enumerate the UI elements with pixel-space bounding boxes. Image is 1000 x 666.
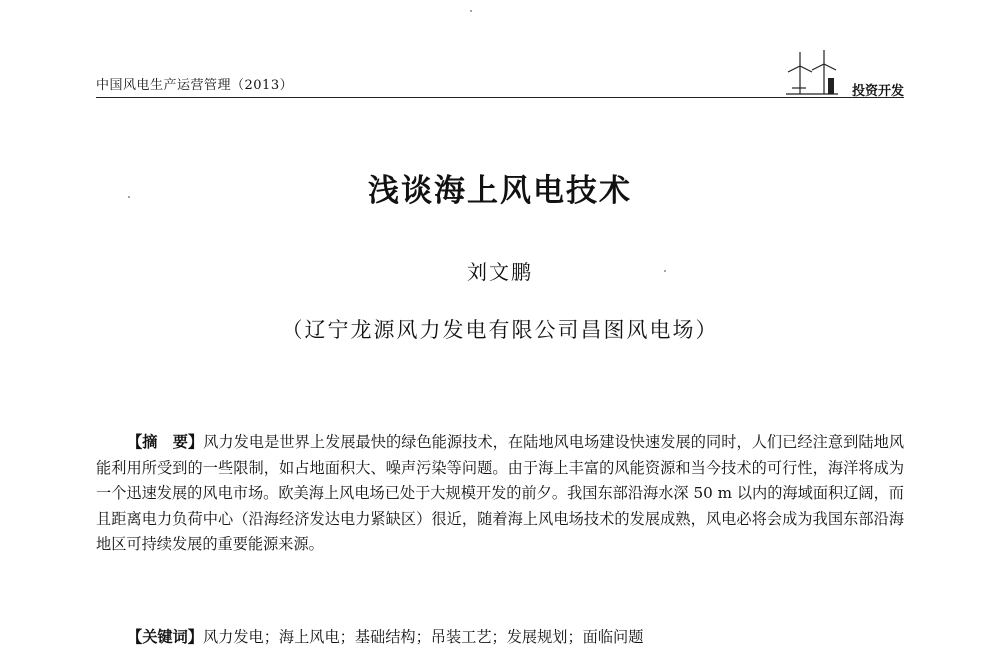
section-tag: 投资开发	[851, 84, 904, 99]
wind-turbine-icon	[784, 48, 840, 98]
running-head: 中国风电生产运营管理（2013）	[96, 78, 294, 93]
abstract-label: 【摘 要】	[127, 433, 204, 451]
keywords-text: 风力发电；海上风电；基础结构；吊装工艺；发展规划；面临问题	[202, 628, 644, 646]
article-title: 浅谈海上风电技术	[368, 173, 632, 209]
scan-speck	[470, 10, 472, 12]
scan-speck	[128, 196, 130, 198]
scan-speck	[664, 270, 666, 272]
keywords-label: 【关键词】	[127, 628, 203, 646]
abstract	[96, 430, 904, 558]
abstract-text: 风力发电是世界上发展最快的绿色能源技术，在陆地风电场建设快速发展的同时，人们已经注意到陆地风能利用所受到的一些限制，如占地面积大、噪声污染等问题。由于海上丰富的风能资源和当今技术的可行性，海洋将成为一个迅速发展的风电市场。欧美海上风电场已处于大规模开发的前夕。我国东部沿海水深 50 m 以内的海域面积辽阔，而且距离电力负荷中心（沿海经济发达电力紧缺区）很近，随着海上风电场技术的发展成熟，风电必将会成为我国东部沿海地区可持续发展的重要能源来源。	[96, 433, 905, 553]
keywords	[96, 625, 904, 650]
author-affiliation: （辽宁龙源风力发电有限公司昌图风电场）	[281, 318, 719, 342]
article-author: 刘文鹏	[467, 260, 533, 284]
header-rule	[96, 97, 904, 98]
